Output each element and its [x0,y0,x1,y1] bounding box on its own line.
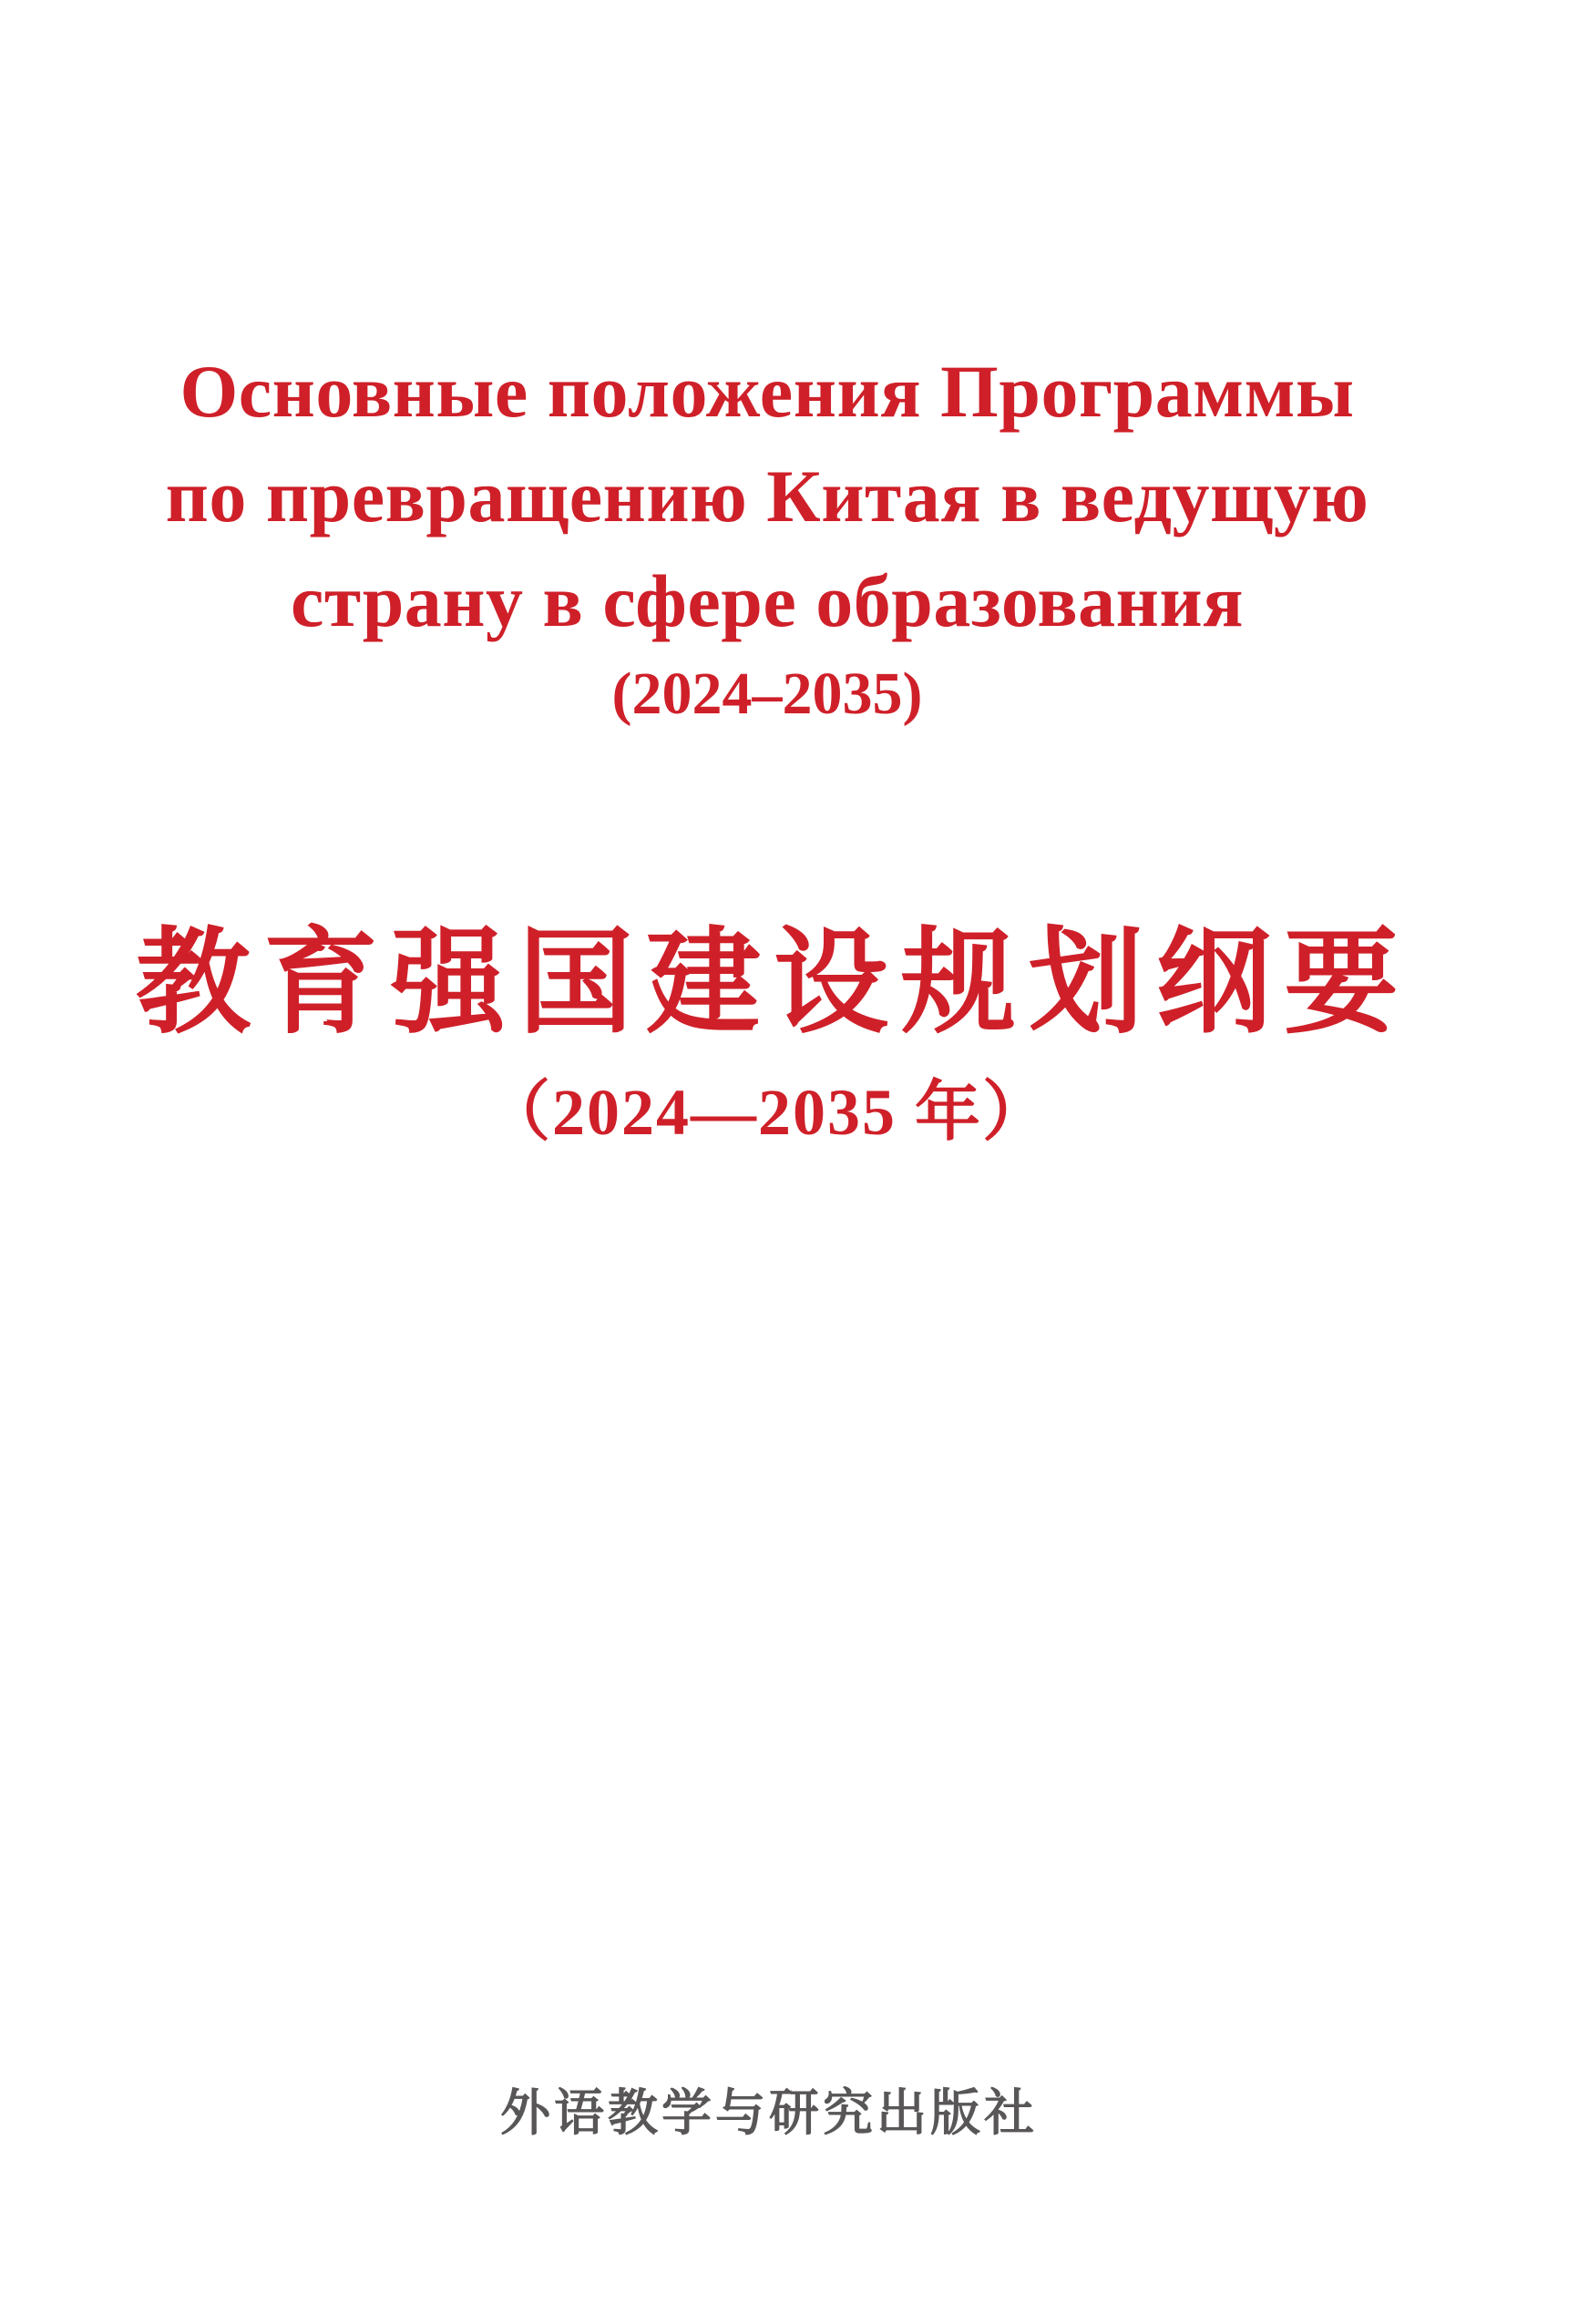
russian-title [0,339,1562,653]
russian-title-years: (2024–2035) [611,660,923,727]
russian-title-line-1: Основные положения Программы [179,350,1355,433]
publisher-name: 外语教学与研究出版社 [499,2083,1038,2142]
russian-title-line-3: страну в сфере образования [291,559,1244,642]
chinese-title: 教育强国建设规划纲要 [136,921,1411,1048]
chinese-title-years: （2024—2035 年） [484,1076,1050,1149]
russian-title-line-2: по превращению Китая в ведущую [165,455,1369,537]
